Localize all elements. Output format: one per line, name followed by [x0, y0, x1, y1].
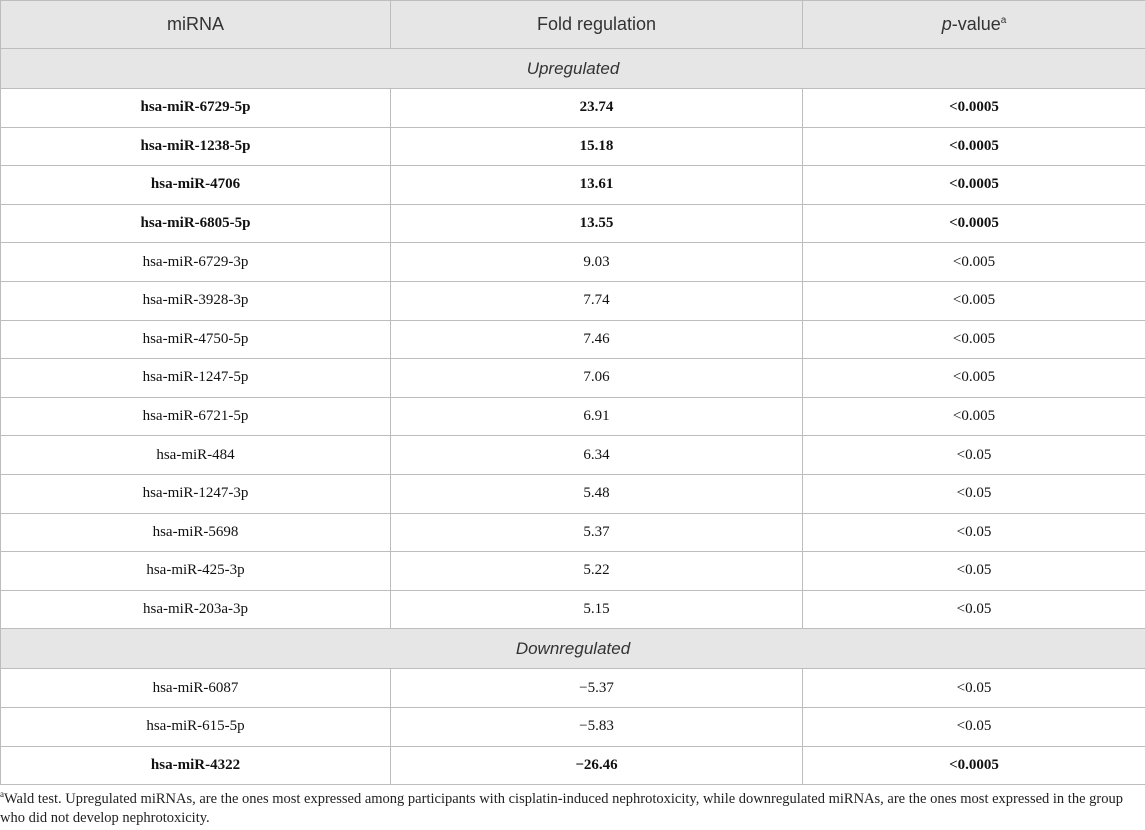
cell-mirna: hsa-miR-4750-5p	[1, 320, 391, 359]
table-row	[1, 707, 1145, 746]
table-row	[1, 474, 1145, 513]
cell-fold: 7.74	[391, 281, 803, 320]
table-row	[1, 436, 1145, 475]
cell-p-value: <0.05	[803, 590, 1145, 629]
section-row-upregulated	[1, 49, 1145, 89]
cell-fold: 5.48	[391, 474, 803, 513]
cell-p-value: <0.005	[803, 243, 1145, 282]
section-label-downregulated: Downregulated	[1, 629, 1145, 669]
cell-mirna: hsa-miR-6721-5p	[1, 397, 391, 436]
cell-mirna: hsa-miR-1247-5p	[1, 359, 391, 398]
cell-mirna: hsa-miR-425-3p	[1, 552, 391, 591]
cell-fold: 6.91	[391, 397, 803, 436]
cell-mirna: hsa-miR-4322	[1, 746, 391, 785]
table-row	[1, 746, 1145, 785]
cell-fold: 5.22	[391, 552, 803, 591]
table-row	[1, 166, 1145, 205]
header-mirna: miRNA	[1, 1, 391, 49]
cell-fold: 15.18	[391, 127, 803, 166]
cell-p-value: <0.05	[803, 669, 1145, 708]
cell-p-value: <0.0005	[803, 204, 1145, 243]
cell-mirna: hsa-miR-4706	[1, 166, 391, 205]
table-row	[1, 513, 1145, 552]
table-row	[1, 320, 1145, 359]
cell-mirna: hsa-miR-1238-5p	[1, 127, 391, 166]
cell-p-value: <0.0005	[803, 127, 1145, 166]
cell-p-value: <0.05	[803, 552, 1145, 591]
cell-fold: −5.37	[391, 669, 803, 708]
cell-p-value: <0.0005	[803, 746, 1145, 785]
cell-fold: 13.55	[391, 204, 803, 243]
table-footnote	[0, 790, 1145, 828]
cell-fold: 7.06	[391, 359, 803, 398]
cell-mirna: hsa-miR-3928-3p	[1, 281, 391, 320]
cell-p-value: <0.0005	[803, 89, 1145, 128]
section-label-upregulated: Upregulated	[1, 49, 1145, 89]
table-row	[1, 243, 1145, 282]
table-row	[1, 204, 1145, 243]
header-p-value	[803, 1, 1145, 49]
cell-mirna: hsa-miR-615-5p	[1, 707, 391, 746]
cell-p-value: <0.0005	[803, 166, 1145, 205]
table-row	[1, 127, 1145, 166]
header-p-rest: -value	[951, 14, 1001, 34]
cell-mirna: hsa-miR-1247-3p	[1, 474, 391, 513]
table-row	[1, 590, 1145, 629]
cell-mirna: hsa-miR-484	[1, 436, 391, 475]
cell-p-value: <0.005	[803, 397, 1145, 436]
cell-p-value: <0.05	[803, 707, 1145, 746]
cell-mirna: hsa-miR-6087	[1, 669, 391, 708]
cell-mirna: hsa-miR-6729-5p	[1, 89, 391, 128]
header-p-italic: p	[941, 14, 952, 34]
cell-mirna: hsa-miR-5698	[1, 513, 391, 552]
header-fold-regulation: Fold regulation	[391, 1, 803, 49]
cell-fold: 5.37	[391, 513, 803, 552]
cell-fold: 7.46	[391, 320, 803, 359]
cell-mirna: hsa-miR-203a-3p	[1, 590, 391, 629]
table-row	[1, 552, 1145, 591]
cell-fold: −26.46	[391, 746, 803, 785]
cell-p-value: <0.005	[803, 320, 1145, 359]
footnote-text: Wald test. Upregulated miRNAs, are the ones most expressed among participants with cisplatin-induced nephrotoxicity, while downregulated miRNAs, are the ones most expressed in the group who did not develop nephrotoxicity.	[0, 791, 1123, 826]
footnote-marker: a	[0, 789, 4, 800]
cell-fold: 6.34	[391, 436, 803, 475]
table-row	[1, 89, 1145, 128]
cell-mirna: hsa-miR-6805-5p	[1, 204, 391, 243]
table-row	[1, 669, 1145, 708]
table-row	[1, 397, 1145, 436]
cell-fold: 9.03	[391, 243, 803, 282]
header-p-footnote-marker: a	[1000, 15, 1007, 26]
cell-p-value: <0.05	[803, 436, 1145, 475]
cell-fold: 13.61	[391, 166, 803, 205]
table-row	[1, 359, 1145, 398]
cell-p-value: <0.005	[803, 281, 1145, 320]
cell-p-value: <0.005	[803, 359, 1145, 398]
cell-p-value: <0.05	[803, 474, 1145, 513]
cell-p-value: <0.05	[803, 513, 1145, 552]
table-header-row	[1, 1, 1145, 49]
table-row	[1, 281, 1145, 320]
cell-fold: 5.15	[391, 590, 803, 629]
cell-fold: −5.83	[391, 707, 803, 746]
cell-fold: 23.74	[391, 89, 803, 128]
section-row-downregulated	[1, 629, 1145, 669]
cell-mirna: hsa-miR-6729-3p	[1, 243, 391, 282]
